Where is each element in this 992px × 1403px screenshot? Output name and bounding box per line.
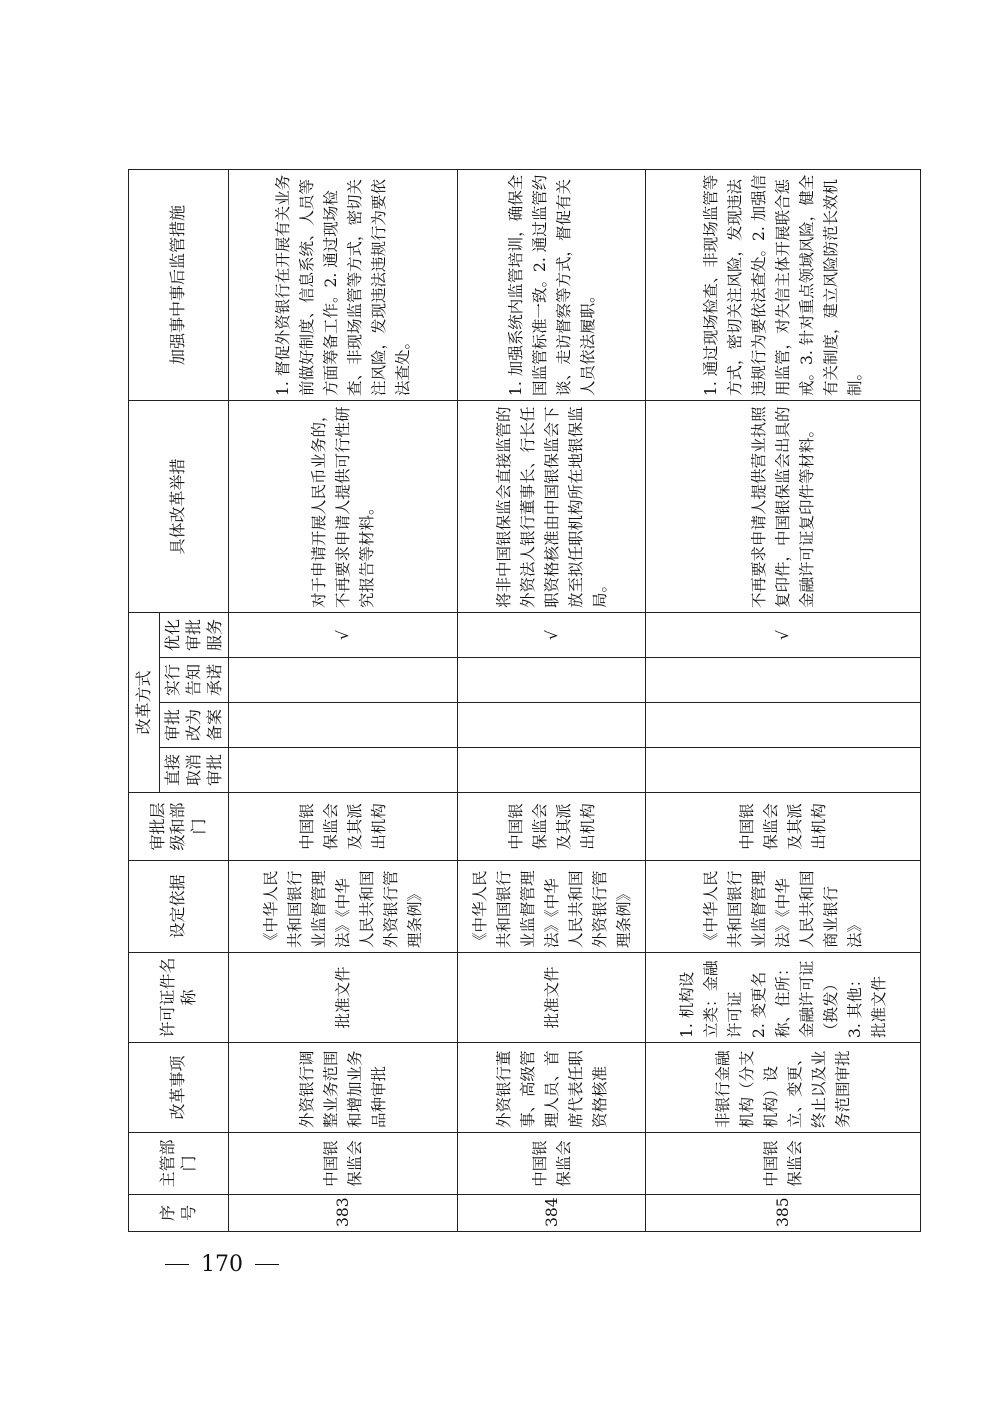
cell-seq: 383 bbox=[229, 1195, 458, 1232]
cell-measure: 不再要求申请人提供营业执照复印件，中国银保监会出具的金融许可证复印件等材料。 bbox=[646, 400, 921, 612]
reform-items-table bbox=[128, 169, 921, 1232]
cell-method-notify bbox=[458, 658, 646, 703]
cell-dept: 中国银保监会 bbox=[229, 1133, 458, 1195]
cell-level: 中国银保监会及其派出机构 bbox=[229, 793, 458, 861]
cell-license: 批准文件 bbox=[458, 953, 646, 1043]
cell-method-cancel bbox=[229, 748, 458, 793]
cell-supervision: 1. 加强系统内监管培训，确保全国监管标准一致。2. 通过监管约谈、走访督察等方式，督促有关人员依法履职。 bbox=[458, 169, 646, 400]
cell-dept: 中国银保监会 bbox=[646, 1133, 921, 1195]
cell-method-optimize-checkmark: √ bbox=[229, 612, 458, 657]
header-method-filing: 审批改为备案 bbox=[160, 703, 229, 748]
cell-method-optimize-checkmark: √ bbox=[458, 612, 646, 657]
cell-item: 外资银行董事、高级管理人员、首席代表任职资格核准 bbox=[458, 1043, 646, 1133]
cell-method-notify bbox=[229, 658, 458, 703]
footer-dash-left bbox=[165, 1264, 189, 1265]
cell-method-filing bbox=[646, 703, 921, 748]
header-level: 审批层级和部门 bbox=[129, 793, 229, 861]
header-method-optimize: 优化审批服务 bbox=[160, 612, 229, 657]
header-supervision: 加强事中事后监管措施 bbox=[129, 169, 229, 400]
page-footer bbox=[165, 1252, 295, 1277]
header-basis: 设定依据 bbox=[129, 861, 229, 953]
cell-license: 批准文件 bbox=[229, 953, 458, 1043]
cell-level: 中国银保监会及其派出机构 bbox=[646, 793, 921, 861]
cell-item: 非银行金融机构（分支机构）设立、变更、终止以及业务范围审批 bbox=[646, 1043, 921, 1133]
cell-license: 1. 机构设立类：金融许可证 2. 变更名称、住所：金融许可证（换发） 3. 其他：批准文件 bbox=[646, 953, 921, 1043]
table-row bbox=[229, 169, 458, 1231]
table-header-row bbox=[129, 169, 160, 1231]
footer-dash-right bbox=[255, 1264, 279, 1265]
cell-item: 外资银行调整业务范围和增加业务品种审批 bbox=[229, 1043, 458, 1133]
header-reform-method: 改革方式 bbox=[129, 612, 160, 792]
cell-method-notify bbox=[646, 658, 921, 703]
cell-method-optimize-checkmark: √ bbox=[646, 612, 921, 657]
header-item: 改革事项 bbox=[129, 1043, 229, 1133]
cell-basis: 《中华人民共和国银行业监督管理法》《中华人民共和国外资银行管理条例》 bbox=[458, 861, 646, 953]
header-seq: 序号 bbox=[129, 1195, 229, 1232]
header-method-notify: 实行告知承诺 bbox=[160, 658, 229, 703]
header-dept: 主管部门 bbox=[129, 1133, 229, 1195]
cell-measure: 对于申请开展人民币业务的，不再要求申请人提供可行性研究报告等材料。 bbox=[229, 400, 458, 612]
cell-basis: 《中华人民共和国银行业监督管理法》《中华人民共和国商业银行法》 bbox=[646, 861, 921, 953]
cell-level: 中国银保监会及其派出机构 bbox=[458, 793, 646, 861]
page-number: 170 bbox=[201, 1252, 243, 1277]
cell-supervision: 1. 通过现场检查、非现场监管等方式，密切关注风险，发现违法违规行为要依法查处。2. 加强信用监管，对失信主体开展联合惩戒。3. 针对重点领域风险，健全有关制度，建立风险防范长效机制。 bbox=[646, 169, 921, 400]
header-measure: 具体改革举措 bbox=[129, 400, 229, 612]
cell-method-cancel bbox=[646, 748, 921, 793]
cell-measure: 将非中国银保监会直接监管的外资法人银行董事长、行长任职资格核准由中国银保监会下放至拟任职机构所在地银保监局。 bbox=[458, 400, 646, 612]
table-row bbox=[458, 169, 646, 1231]
header-license: 许可证件名称 bbox=[129, 953, 229, 1043]
rotated-table-wrapper bbox=[128, 170, 889, 1232]
cell-method-filing bbox=[458, 703, 646, 748]
header-method-cancel: 直接取消审批 bbox=[160, 748, 229, 793]
cell-method-filing bbox=[229, 703, 458, 748]
cell-dept: 中国银保监会 bbox=[458, 1133, 646, 1195]
cell-supervision: 1. 督促外资银行在开展有关业务前做好制度、信息系统、人员等方面筹备工作。2. 通过现场检查、非现场监管等方式，密切关注风险，发现违法违规行为要依法查处。 bbox=[229, 169, 458, 400]
cell-seq: 385 bbox=[646, 1195, 921, 1232]
table-row bbox=[646, 169, 921, 1231]
cell-seq: 384 bbox=[458, 1195, 646, 1232]
cell-basis: 《中华人民共和国银行业监督管理法》《中华人民共和国外资银行管理条例》 bbox=[229, 861, 458, 953]
cell-method-cancel bbox=[458, 748, 646, 793]
